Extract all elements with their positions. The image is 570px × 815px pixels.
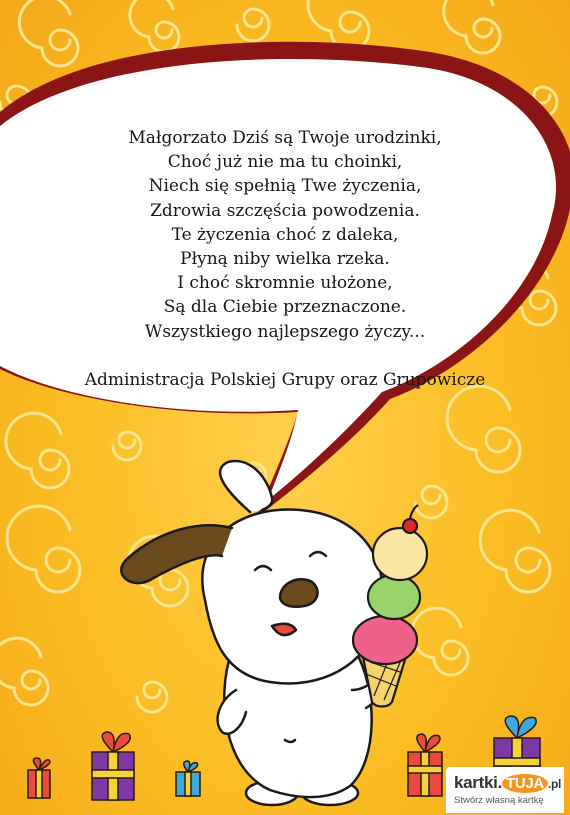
logo-badge: TUJA [502,774,548,793]
gift-box [408,734,442,796]
logo-name-suffix: .pl [547,777,562,791]
message-line: Niech się spełnią Twe życzenia, [148,176,422,197]
message-line: Choć już nie ma tu choinki, [167,152,403,173]
message-line: Są dla Ciebie przeznaczone. [163,297,407,318]
site-logo[interactable] [446,767,564,813]
message-line: Płyną niby wielka rzeka. [180,249,390,270]
message-line: I choć skromnie ułożone, [177,273,393,294]
gift-box [92,732,134,800]
message-line: Te życzenia choć z daleka, [171,224,399,245]
signature: Administracja Polskiej Grupy oraz Grupowicze [84,369,486,390]
message-line: Małgorzato Dziś są Twoje urodzinki, [128,128,442,148]
gift-box [176,761,200,796]
logo-tagline: Stwórz własną kartkę [454,795,544,806]
logo-name [454,773,561,793]
message-line: Zdrowia szczęścia powodzenia. [150,200,420,221]
gift-box [28,758,50,798]
logo-name-prefix: kartki. [454,773,502,792]
greeting-message [20,126,550,392]
message-line: Wszystkiego najlepszego życzy... [144,321,426,342]
puppy [121,461,382,805]
